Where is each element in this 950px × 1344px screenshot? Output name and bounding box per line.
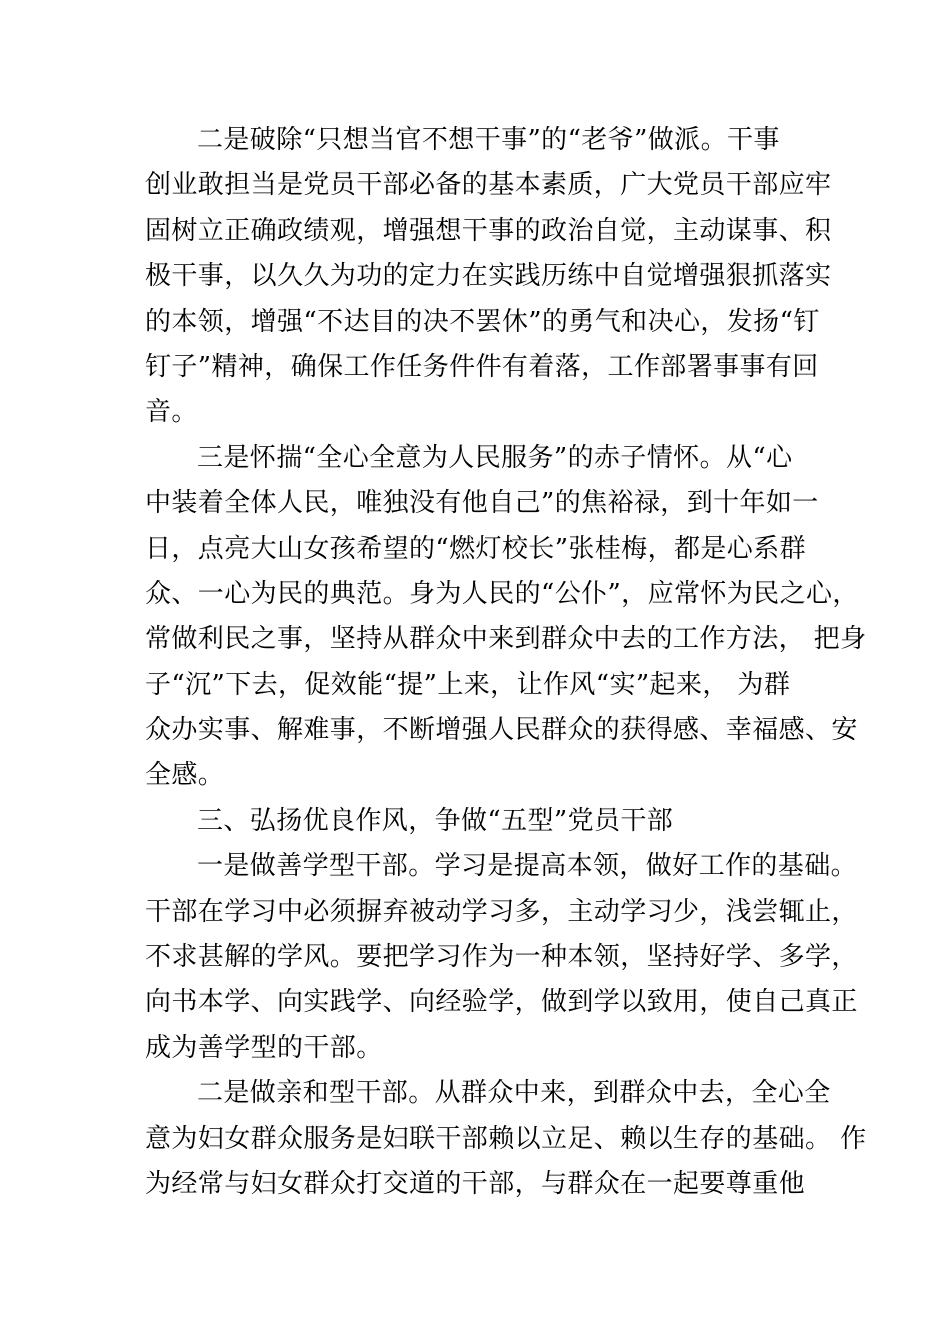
- text-line: 极干事，以久久为功的定力在实践历练中自觉增强狠抓落实: [145, 261, 832, 292]
- text-line: 全感。: [145, 760, 225, 791]
- text-line: 不求甚解的学风。要把学习作为一种本领，坚持好学、多学，: [145, 942, 858, 973]
- text-line: 日，点亮大山女孩希望的“燃灯校长”张桂梅，都是心系群: [145, 533, 806, 564]
- text-line: 众、一心为民的典范。身为人民的“公仆”，应常怀为民之心，: [145, 578, 859, 609]
- text-line: 为经常与妇女群众打交道的干部，与群众在一起要尊重他: [145, 1168, 806, 1199]
- text-line: 意为妇女群众服务是妇联干部赖以立足、赖以生存的基础。 作: [145, 1123, 867, 1154]
- text-line: 钉子”精神，确保工作任务件件有着落，工作部署事事有回: [145, 351, 819, 382]
- text-line: 二是破除“只想当官不想干事”的“老爷”做派。干事: [197, 125, 780, 155]
- text-line: 子“沉”下去，促效能“提”上来，让作风“实”起来， 为群: [145, 669, 791, 700]
- text-line: 常做利民之事，坚持从群众中来到群众中去的工作方法， 把身: [145, 624, 867, 655]
- text-line: 向书本学、向实践学、向经验学，做到学以致用，使自己真正: [145, 987, 858, 1018]
- text-line: 二是做亲和型干部。从群众中来，到群众中去，全心全: [197, 1078, 831, 1109]
- text-line: 一是做善学型干部。学习是提高本领，做好工作的基础。: [197, 851, 858, 882]
- text-line: 中装着全体人民，唯独没有他自己”的焦裕禄，到十年如一: [145, 488, 819, 519]
- text-line: 三、弘扬优良作风，争做“五型”党员干部: [197, 805, 674, 836]
- document-body: [145, 118, 867, 1207]
- text-line: 的本领，增强“不达目的决不罢休”的勇气和决心，发扬“钉: [145, 306, 820, 337]
- text-line: 固树立正确政绩观，增强想干事的政治自觉，主动谋事、积: [145, 215, 832, 246]
- text-line: 三是怀揣“全心全意为人民服务”的赤子情怀。从“心: [197, 442, 793, 473]
- text-line: 成为善学型的干部。: [145, 1032, 383, 1063]
- text-line: 众办实事、解难事，不断增强人民群众的获得感、幸福感、安: [145, 715, 858, 746]
- text-line: 创业敢担当是党员干部必备的基本素质，广大党员干部应牢: [145, 170, 832, 201]
- text-line: 音。: [145, 397, 198, 428]
- text-line: 干部在学习中必须摒弃被动学习多，主动学习少，浅尝辄止，: [145, 896, 858, 927]
